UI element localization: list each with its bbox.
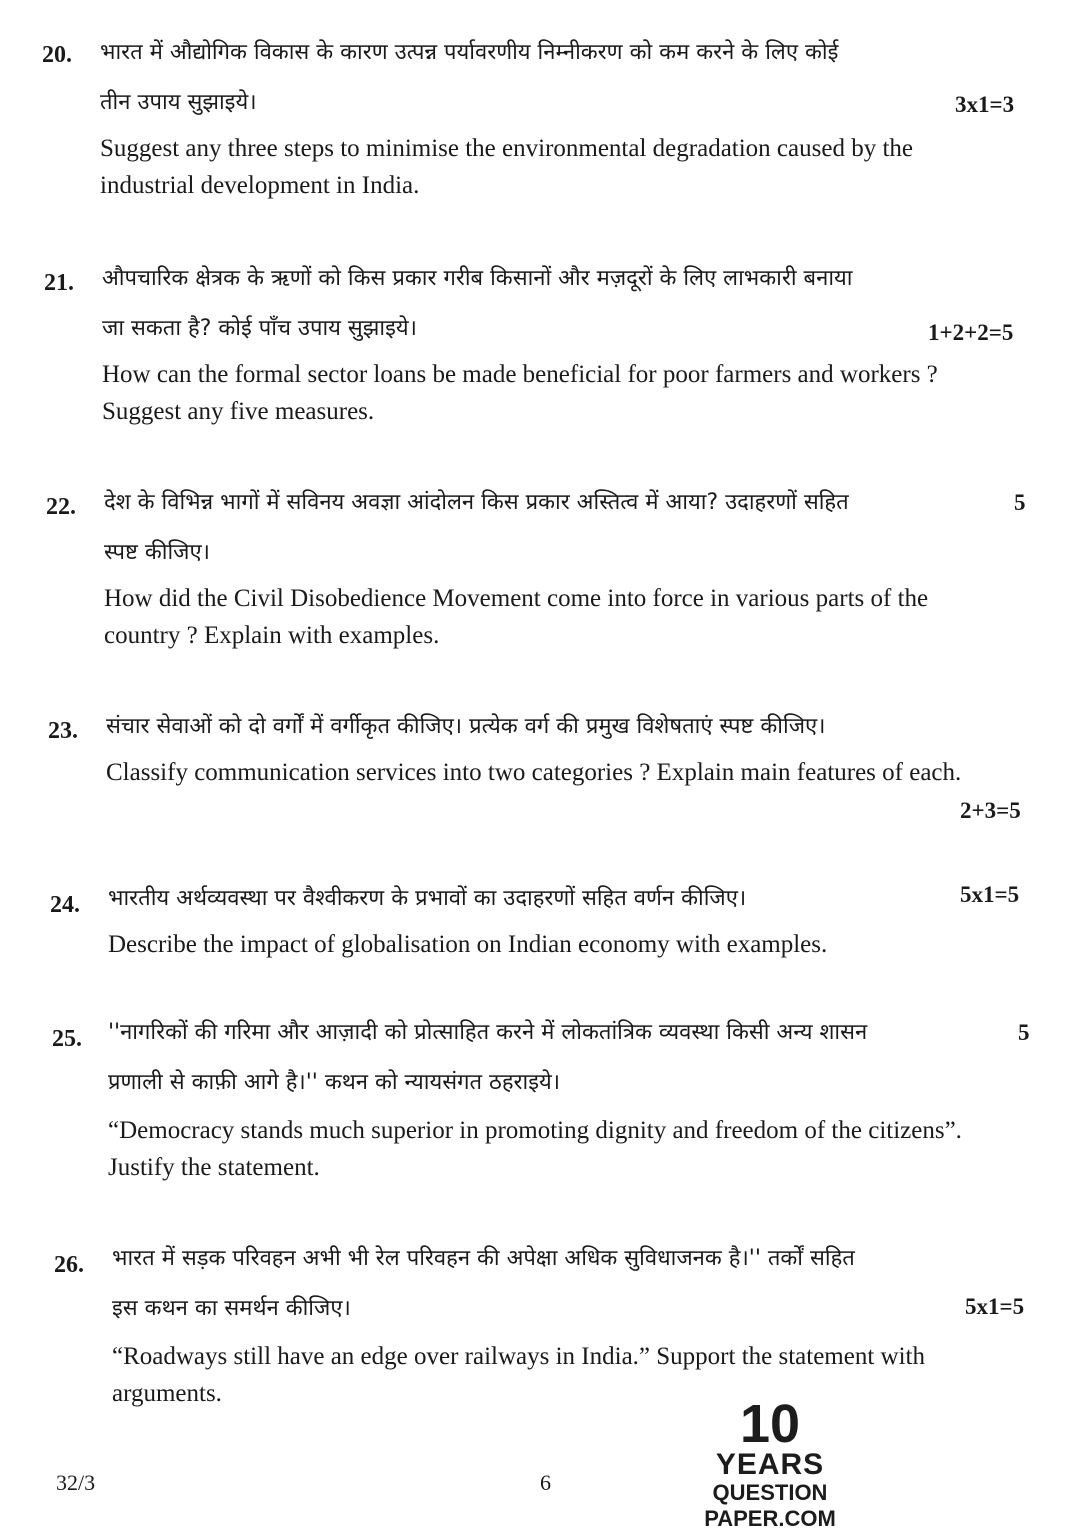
question-hindi-line1: संचार सेवाओं को दो वर्गों में वर्गीकृत कीजिए। प्रत्येक वर्ग की प्रमुख विशेषताएं स्पष्ट कीजिए। <box>106 714 826 739</box>
question-hindi-line2: तीन उपाय सुझाइये। <box>100 90 257 115</box>
question-number: 23. <box>48 718 78 744</box>
question-hindi-line2: इस कथन का समर्थन कीजिए। <box>112 1296 351 1321</box>
site-logo <box>650 1394 890 1531</box>
page-number: 6 <box>540 1470 551 1495</box>
logo-word: YEARS <box>715 1448 825 1481</box>
question-marks: 5x1=5 <box>960 882 1020 907</box>
question-english: Describe the impact of globalisation on Indian economy with examples. <box>108 931 828 958</box>
question-marks: 3x1=3 <box>955 92 1015 117</box>
question-english: “Democracy stands much superior in promoting dignity and freedom of the citizens”. Justify the statement. <box>108 1117 962 1181</box>
question-hindi-line1: भारत में सड़क परिवहन अभी भी रेल परिवहन की अपेक्षा अधिक सुविधाजनक है।'' तर्कों सहित <box>112 1246 855 1271</box>
logo-site: QUESTION PAPER.COM <box>704 1480 836 1531</box>
question-number: 22. <box>46 494 76 520</box>
question-hindi-line2: जा सकता है? कोई पाँच उपाय सुझाइये। <box>102 316 418 341</box>
question-marks: 5 <box>1018 1020 1030 1045</box>
question-english: Classify communication services into two categories ? Explain main features of each. <box>106 759 962 786</box>
question-marks: 5 <box>1014 490 1026 515</box>
question-hindi-line1: औपचारिक क्षेत्रक के ऋणों को किस प्रकार गरीब किसानों और मज़दूरों के लिए लाभकारी बनाया <box>102 266 853 291</box>
question-marks: 1+2+2=5 <box>928 320 1014 345</box>
question-hindi-line2: स्पष्ट कीजिए। <box>104 540 211 565</box>
question-number: 24. <box>50 892 80 918</box>
question-english: Suggest any three steps to minimise the environmental degradation caused by the industrial development in India. <box>100 135 913 199</box>
question-english: “Roadways still have an edge over railways in India.” Support the statement with arguments. <box>112 1343 925 1407</box>
logo-number: 10 <box>739 1394 801 1454</box>
question-english: How can the formal sector loans be made beneficial for poor farmers and workers ? Suggest any five measures. <box>102 361 938 425</box>
question-number: 26. <box>54 1252 84 1278</box>
question-marks: 2+3=5 <box>960 798 1021 823</box>
question-hindi-line1: देश के विभिन्न भागों में सविनय अवज्ञा आंदोलन किस प्रकार अस्तित्व में आया? उदाहरणों सहित <box>104 490 849 515</box>
question-hindi-line1: भारत में औद्योगिक विकास के कारण उत्पन्न पर्यावरणीय निम्नीकरण को कम करने के लिए कोई <box>100 40 839 65</box>
question-number: 20. <box>42 42 72 68</box>
paper-code: 32/3 <box>56 1470 96 1495</box>
question-number: 25. <box>52 1026 82 1052</box>
question-hindi-line1: भारतीय अर्थव्यवस्था पर वैश्वीकरण के प्रभावों का उदाहरणों सहित वर्णन कीजिए। <box>108 886 747 911</box>
question-english: How did the Civil Disobedience Movement come into force in various parts of the country ? Explain with examples. <box>104 585 929 649</box>
question-hindi-line2: प्रणाली से काफ़ी आगे है।'' कथन को न्यायसंगत ठहराइये। <box>108 1070 561 1095</box>
question-marks: 5x1=5 <box>965 1294 1025 1319</box>
question-hindi-line1: ''नागरिकों की गरिमा और आज़ादी को प्रोत्साहित करने में लोकतांत्रिक व्यवस्था किसी अन्य शासन <box>108 1020 868 1045</box>
question-number: 21. <box>44 270 74 296</box>
